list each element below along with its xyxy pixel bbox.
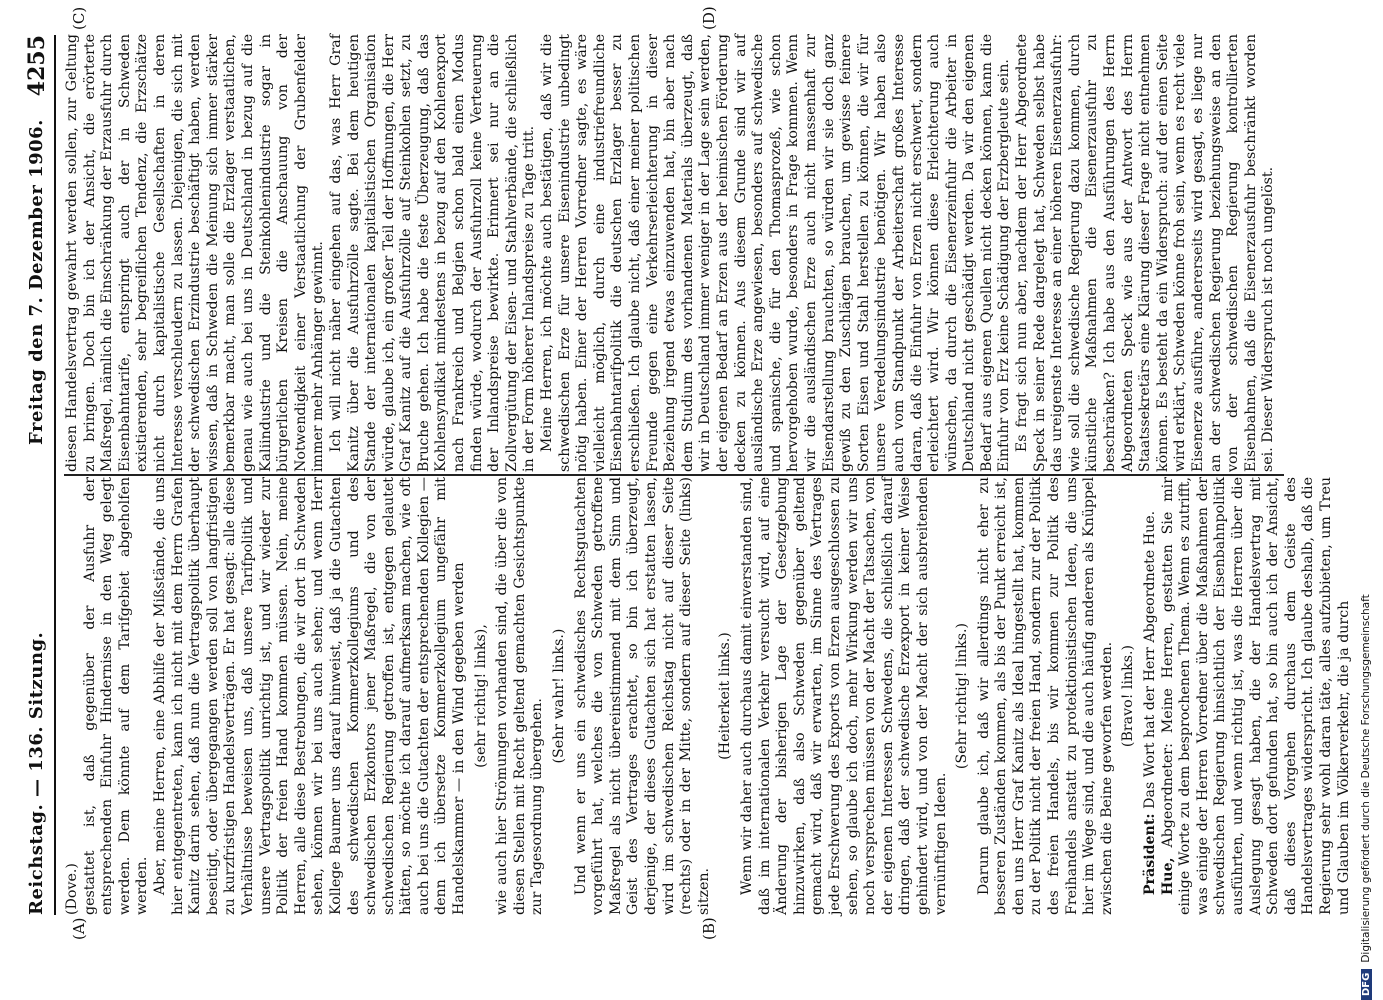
column-divider [64,474,1284,476]
paragraph: Es fragt sich nun aber, nachdem der Herr Abgeordnete Speck in seiner Rede dargelegt hat, Schweden selbst habe das ureigenste Interesse an einer höheren Eisenerzausfuhr: wie soll die schwedische Regierung dazu kommen, durch künstliche Maßnahmen die Eisenerzausfuhr zu beschränken? Ich habe aus den Ausführungen des Herrn Abgeordneten Speck wie aus der Antwort des Herrn Staatssekretärs eine Klärung dieser Frage nicht entnehmen können. Es besteht da ein Widerspruch: auf der einen Seite wird erklärt, Schweden könne froh sein, wenn es recht viele Eisenerze ausführe, andererseits wird gesagt, es liege nur an der schwedischen Regierung beziehungsweise an den von der schwedischen Regierung kontrollierten Eisenbahnen, daß die Eisenerzausfuhr beschränkt worden sei. Dieser Widerspruch ist noch ungelöst. [1014,34,1277,472]
paragraph: Ich will nicht näher eingehen auf das, was Herr Graf Kanitz über die Ausfuhrzölle sagte. Bei dem heutigen Stande der internationalen kapitalistischen Organisation würde, glaube ich, ein großer Teil der Hoffnungen, die Herr Graf Kanitz auf die Ausfuhrzölle auf Steinkohlen setzt, zu Bruche gehen. Ich habe die feste Überzeugung, daß das Kohlensyndikat mindestens in bezug auf den Kohlenexport nach Frankreich und Belgien schon bald einen Modus finden würde, wodurch der Ausfuhrzoll keine Verteuerung der Inlandspreise bewirkte. Erinnert sei nur an die Zollvergütung der Eisen- und Stahlverbände, die schließlich in der Form höherer Inlandspreise zu Tage tritt. [327,34,538,472]
paragraph: Wenn wir daher auch durchaus damit einverstanden sind, daß im internationalen Verkehr versucht wird, auf eine Änderung der bisherigen Lage der Gesetzgebung hinzuwirken, daß also Schweden gegenüber geltend gemacht wird, daß wir erwarten, im Sinne des Vertrages jede Erschwerung des Exports von Erzen ausgeschlossen zu sehen, so glaube ich doch, mehr Wirkung werden wir uns noch versprechen müssen von der Macht der Tatsachen, von der eigenen Interessen Schwedens, die schließlich darauf dringen, daß der schwedische Erzexport in keiner Weise gehindert wird, und von der Macht der sich ausbreitenden vernünftigen Ideen. [738,477,949,915]
president-statement: Präsident: Das Wort hat der Herr Abgeordnete Hue. [1142,510,1159,896]
interjection: (Sehr wahr! links.) [551,628,568,764]
interjection: (sehr richtig! links), [472,624,489,768]
interjection: (Heiterkeit links.) [717,632,734,760]
margin-marker-b: (B) [700,917,718,940]
speaker-tag: (Dove.) [64,863,80,915]
header-date: Freitag den 7. Dezember 1906. [26,119,47,445]
credit-text: Digitalisierung gefördert durch die Deutsche Forschungsgemeinschaft [1360,594,1372,963]
paragraph: Darum glaube ich, daß wir allerdings nicht eher zu besseren Zuständen kommen, als bis der Punkt erreicht ist, den uns Herr Graf Kanitz als Ideal hingestellt hat, kommen zu der Politik nicht der freien Hand, sondern zur der Politik des freien Handels, bis wir kommen zur Politik des Freihandels anstatt zu protektionistischen Ideen, die uns hier im Wege sind, und die auch häufig anderen als Knüppel zwischen die Beine geworfen werden. [975,477,1115,915]
speaker-president: Präsident: [1142,813,1159,896]
margin-marker-c: (C) [70,6,88,30]
interjection: (Bravo! links.) [1120,644,1137,748]
paragraph: diesen Handelsvertrag gewahrt werden sollen, zur Geltung zu bringen. Doch bin ich der Ansicht, die erörterte Maßregel, nämlich die Einschränkung der Erzausfuhr durch Eisenbahntarife, entspringt auch der in Schweden existierenden, sehr begreiflichen Tendenz, die Erzschätze nicht durch kapitalistische Gesellschaften in deren Interesse verschleudern zu lassen. Diejenigen, die sich mit der schwedischen Erzindustrie beschäftigt haben, werden wissen, daß in Schweden die Meinung sich immer stärker bemerkbar macht, man solle die Erzlager verstaatlichen, genau wie auch bei uns in Deutschland in bezug auf die Kaliindustrie und die Steinkohlenindustrie sogar in bürgerlichen Kreisen die Anschauung von der Notwendigkeit einer Verstaatlichung der Grubenfelder immer mehr Anhänger gewinnt. [64,34,327,472]
speech-hue: Hue, Abgeordneter: Meine Herren, gestatten Sie mir einige Worte zu dem besprochenen Thema. Wenn es zutrifft, was einige der Herren Vorredner über die Maßnahmen der schwedischen Regierung hinsichtlich der Eisenbahnpolitik ausführten, und wenn richtig ist, was die Herren über die Auslegung gesagt haben, die der Handelsvertrag mit Schweden dort gefunden hat, so bin auch ich der Ansicht, daß dieses Vorgehen durchaus dem Geiste des Handelsvertrages widerspricht. Ich glaube deshalb, daß die Regierung sehr wohl daran täte, alles aufzubieten, um Treu und Glauben im Völkerverkehr, die ja durch [1159,477,1352,915]
right-column [64,34,1284,472]
page-number: 4255 [24,35,50,97]
paragraph: wie auch hier Strömungen vorhanden sind, die über die von diesen Stellen mit Recht geltend gemachten Gesichtspunkte zur Tagesordnung übergehen. [494,477,546,915]
interjection: (Sehr richtig! links.) [954,622,971,770]
paragraph: gestattet ist, daß gegenüber der Ausfuhr der entsprechenden Einfuhr Hindernisse in den Weg gelegt werden. Dem könnte auf dem Tarifgebiet abgeholfen werden. [81,477,151,915]
paragraph: Aber, meine Herren, eine Abhilfe der Mißstände, die uns hier entgegentreten, kann ich nicht mit dem Herrn Grafen Kanitz darin sehen, daß nun die Vertragspolitik überhaupt beseitigt, oder übergegangen werden soll von langfristigen zu kurzfristigen Handelsverträgen. Er hat gesagt: alle diese Verhältnisse beweisen uns, daß unsere Tarifpolitik und unsere Vertragspolitik unrichtig ist, und wir wieder zur Politik der freien Hand kommen müssen. Nein, meine Herren, alle diese Bestrebungen, die wir dort in Schweden sehen, können wir bei uns auch sehen; und wenn Herr Kollege Baumer uns darauf hinweist, daß ja die Gutachten des schwedischen Kommerzkollegiums und des schwedischen Erzkontors jener Maßregel, die von der schwedischen Regierung getroffen ist, entgegen gelautet hätten, so möchte ich darauf aufmerksam machen, wie oft auch bei uns die Gutachten der entsprechenden Kollegien — denn ich übersetze Kommerzkollegium ungefähr mit Handelskammer — in den Wind gegeben werden [151,477,468,915]
speaker-hue: Hue, [1159,857,1176,896]
paragraph: Und wenn er uns ein schwedisches Rechtsgutachten vorgeführt hat, welches die von Schweden getroffene Maßregel als nicht übereinstimmend mit dem Sinn und Geist des Vertrages erachtet, so bin ich überzeugt, derjenige, der dieses Gutachten sich hat erstatten lassen, wird im schwedischen Reichstag nicht auf dieser Seite (rechts) oder in der Mitte, sondern auf dieser Seite (links) sitzen. [572,477,712,915]
digitization-credit [1360,40,1378,1000]
page-header [20,35,56,915]
header-session-title: Reichstag. — 136. Sitzung. [26,631,47,915]
dfg-logo: DFG [1361,969,1372,1000]
left-column [64,477,1352,915]
paragraph: Meine Herren, ich möchte auch bestätigen, daß wir die schwedischen Erze für unsere Eisenindustrie unbedingt nötig haben. Einer der Herren Vorredner sagte, es wäre vielleicht möglich, durch eine industriefreundliche Eisenbahntarifpolitik die deutschen Erzlager besser zu erschließen. Ich glaube nicht, daß einer meiner politischen Freunde gegen eine Verkehrserleichterung in dieser Beziehung irgend etwas einzuwenden hat, bin aber nach dem Studium des vorhandenen Materials überzeugt, daß wir in Deutschland immer weniger in der Lage sein werden, der eigenen Bedarf an Erzen aus der heimischen Förderung decken zu können. Aus diesem Grunde sind wir auf ausländische Erze angewiesen, besonders auf schwedische und spanische, die für den Thomasprozeß, wie schon hervorgehoben wurde, besonders in Frage kommen. Wenn wir die ausländischen Erze auch nicht massenhaft zur Eisendarstellung brauchten, so würden wir sie doch ganz gewiß zu den Zuschlägen brauchen, um gewisse feinere Sorten Eisen und Stahl herstellen zu können, die wir für unsere Veredelungsindustrie benötigen. Wir haben also auch vom Standpunkt der Arbeiterschaft großes Interesse daran, daß die Einfuhr von Erzen nicht erschwert, sondern erleichtert wird. Wir können diese Erleichterung auch wünschen, da durch die Eisenerzeinfuhr die Arbeiter in Deutschland nicht geschädigt werden. Da wir den eigenen Bedarf aus eigenen Quellen nicht decken können, kann die Einfuhr von Erz keine Schädigung der Erzbergleute sein. [539,34,1013,472]
margin-marker-d: (D) [700,6,718,30]
margin-marker-a: (A) [70,917,88,940]
